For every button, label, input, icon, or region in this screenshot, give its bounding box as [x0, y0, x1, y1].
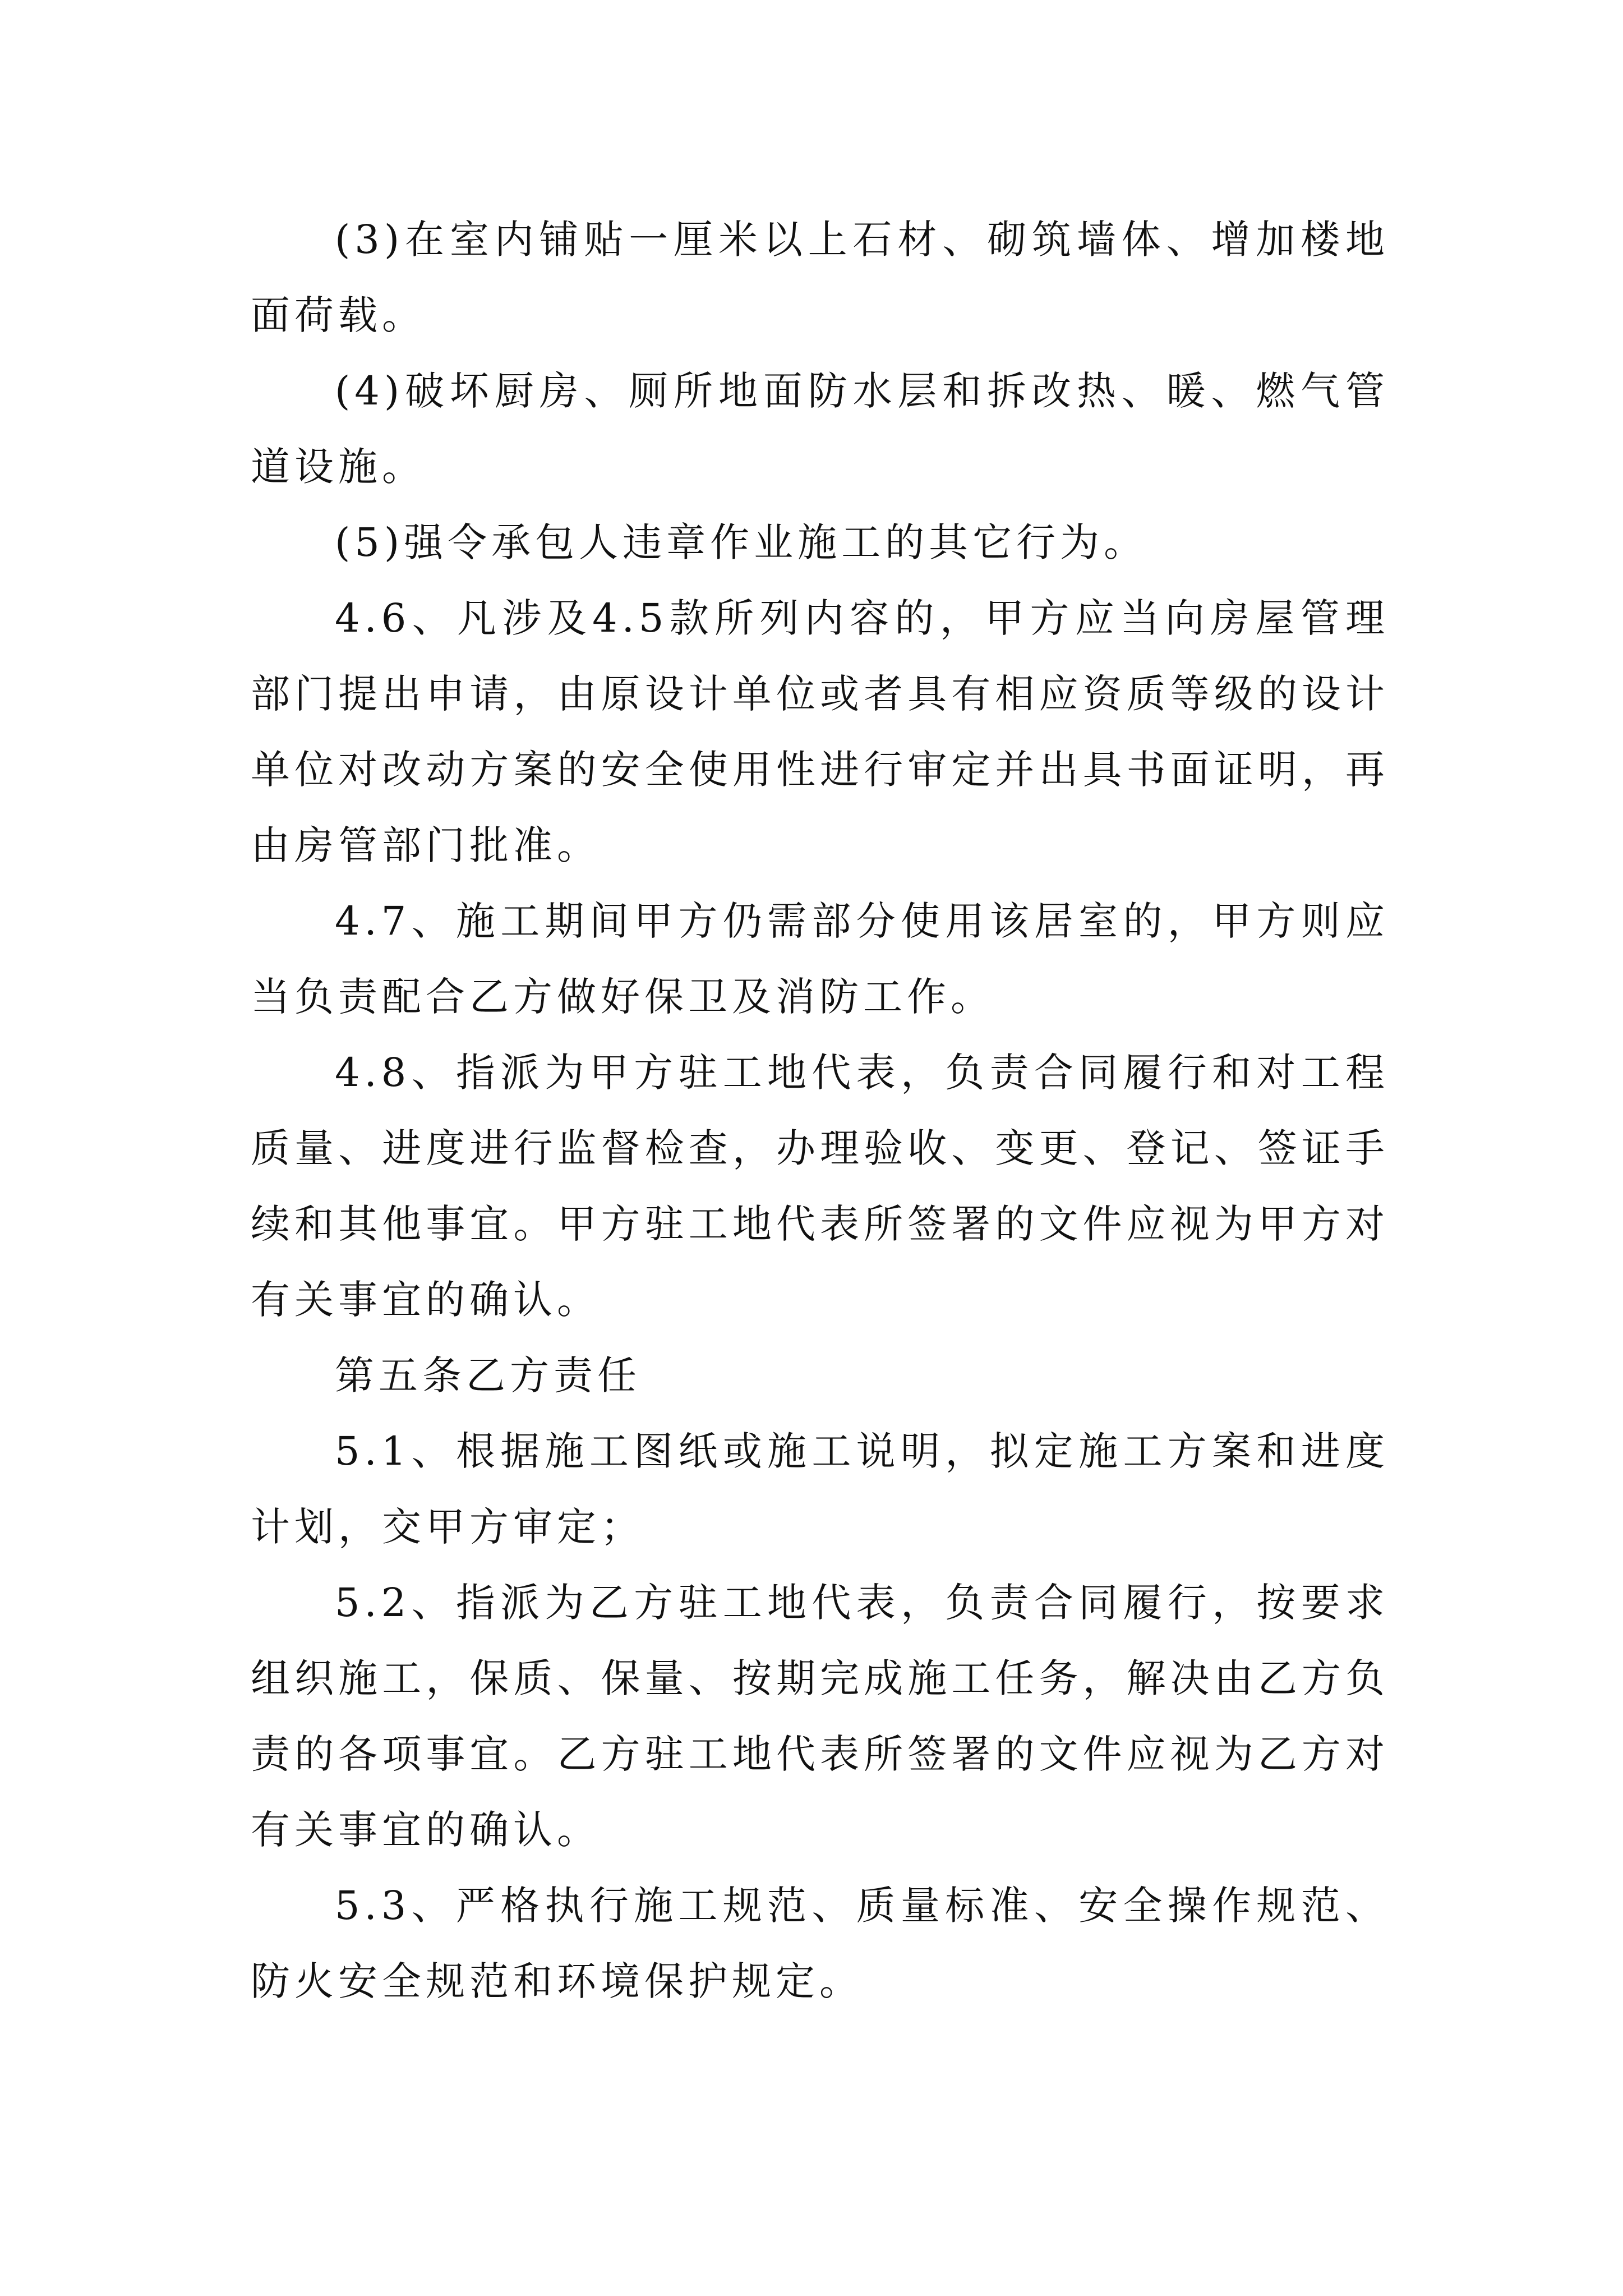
document-body	[251, 202, 1389, 2019]
clause-4-6: 4.6、凡涉及4.5款所列内容的，甲方应当向房屋管理部门提出申请，由原设计单位或者具有相应资质等级的设计单位对改动方案的安全使用性进行审定并出具书面证明，再由房管部门批准。	[251, 595, 1389, 868]
clause-5-2: 5.2、指派为乙方驻工地代表，负责合同履行，按要求组织施工，保质、保量、按期完成施工任务，解决由乙方负责的各项事宜。乙方驻工地代表所签署的文件应视为乙方对有关事宜的确认。	[251, 1580, 1389, 1853]
clause-5-1: 5.1、根据施工图纸或施工说明，拟定施工方案和进度计划，交甲方审定；	[251, 1428, 1389, 1550]
clause-4-5-item-3: (3)在室内铺贴一厘米以上石材、砌筑墙体、增加楼地面荷载。	[251, 217, 1389, 338]
clause-4-7: 4.7、施工期间甲方仍需部分使用该居室的，甲方则应当负责配合乙方做好保卫及消防工作。	[251, 898, 1389, 1020]
clause-5-3: 5.3、严格执行施工规范、质量标准、安全操作规范、防火安全规范和环境保护规定。	[251, 1883, 1389, 2004]
clause-4-8: 4.8、指派为甲方驻工地代表，负责合同履行和对工程质量、进度进行监督检查，办理验收、变更、登记、签证手续和其他事宜。甲方驻工地代表所签署的文件应视为甲方对有关事宜的确认。	[251, 1050, 1389, 1323]
clause-4-5-item-5: (5)强令承包人违章作业施工的其它行为。	[335, 519, 1148, 565]
clause-4-5-item-4: (4)破坏厨房、厕所地面防水层和拆改热、暖、燃气管道设施。	[251, 368, 1389, 490]
article-5-heading: 第五条乙方责任	[335, 1352, 641, 1398]
